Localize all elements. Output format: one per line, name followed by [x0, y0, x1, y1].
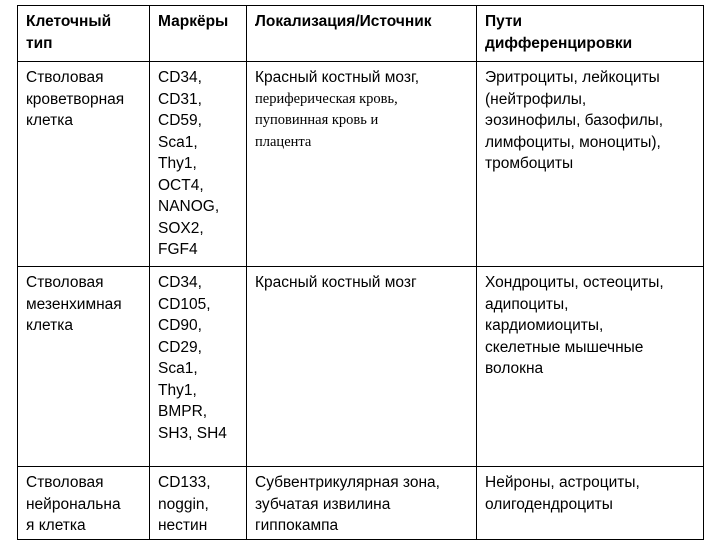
table-row	[18, 267, 704, 467]
markers-cell	[150, 62, 247, 267]
header-row	[18, 6, 704, 62]
cell-line: плацента	[255, 133, 312, 150]
cell-line: Sca1,	[158, 133, 198, 151]
cell-line: эозинофилы, базофилы,	[485, 112, 664, 129]
cell-line: нестин	[158, 517, 208, 534]
cell-line: тромбоциты	[485, 155, 574, 172]
header-location	[247, 6, 477, 62]
cell-line: BMPR,	[158, 403, 208, 420]
cell-line: Маркёры	[158, 13, 229, 30]
cell-line: периферическая кровь,	[255, 90, 398, 107]
cell-line: нейрональна	[26, 495, 121, 513]
cell-line: FGF4	[158, 241, 198, 258]
cell-line: Нейроны, астроциты,	[485, 474, 640, 491]
cell-line: пуповинная кровь и	[255, 112, 379, 128]
cell-line: Хондроциты, остеоциты,	[485, 274, 664, 291]
cell-line: скелетные мышечные	[485, 338, 644, 356]
paths-cell	[477, 267, 704, 467]
cell-line: Пути	[485, 13, 523, 30]
cell-line: кроветворная	[26, 90, 125, 108]
cell-line: Sca1,	[158, 360, 198, 377]
cell-line: клетка	[26, 112, 73, 129]
cell-line: дифференцировки	[485, 34, 633, 52]
header-cell-type	[18, 6, 150, 62]
cell-line: Стволовая	[26, 474, 104, 491]
cell-line: зубчатая извилина	[255, 495, 391, 513]
cell-line: Локализация/Источник	[255, 13, 432, 30]
table-row	[18, 62, 704, 267]
cell-line: волокна	[485, 360, 544, 377]
cell-type-cell	[18, 267, 150, 467]
cell-line: олигодендроциты	[485, 495, 613, 513]
paths-cell	[477, 62, 704, 267]
markers-cell	[150, 467, 247, 540]
cell-line: CD105,	[158, 295, 211, 313]
cell-line: CD90,	[158, 317, 202, 334]
cell-line: кардиомиоциты,	[485, 317, 604, 334]
cell-line: Субвентрикулярная зона,	[255, 474, 440, 491]
cell-types-table	[17, 5, 704, 540]
cell-line: CD29,	[158, 338, 202, 356]
cell-line: мезенхимная	[26, 295, 122, 313]
cell-line: Эритроциты, лейкоциты	[485, 69, 660, 86]
cell-line: лимфоциты, моноциты),	[485, 133, 661, 151]
cell-type-cell	[18, 467, 150, 540]
cell-line: CD133,	[158, 474, 211, 491]
cell-line: noggin,	[158, 495, 209, 513]
cell-line: SOX2,	[158, 219, 204, 237]
cell-line: Красный костный мозг	[255, 274, 417, 291]
cell-line: Thy1,	[158, 381, 197, 399]
cell-line: NANOG,	[158, 198, 220, 215]
cell-line: CD34,	[158, 274, 202, 291]
cell-line: (нейтрофилы,	[485, 90, 587, 108]
cell-line: Thy1,	[158, 155, 197, 172]
cell-line: SH3, SH4	[158, 424, 227, 442]
location-cell	[247, 467, 477, 540]
cell-line: Стволовая	[26, 69, 104, 86]
header-markers	[150, 6, 247, 62]
cell-line: Красный костный мозг,	[255, 69, 420, 86]
cell-line: Стволовая	[26, 274, 104, 291]
header-paths	[477, 6, 704, 62]
cell-line: тип	[26, 34, 53, 52]
table-row	[18, 467, 704, 540]
cell-line: гиппокампа	[255, 517, 339, 534]
cell-line: CD34,	[158, 69, 202, 86]
cell-line: я клетка	[26, 517, 86, 534]
markers-cell	[150, 267, 247, 467]
cell-line: CD31,	[158, 90, 202, 108]
cell-line: Клеточный	[26, 13, 112, 30]
cell-type-cell	[18, 62, 150, 267]
location-cell	[247, 62, 477, 267]
paths-cell	[477, 467, 704, 540]
cell-line: OCT4,	[158, 176, 204, 194]
cell-line: клетка	[26, 317, 73, 334]
cell-line: адипоциты,	[485, 295, 569, 313]
cell-line: CD59,	[158, 112, 202, 129]
location-cell	[247, 267, 477, 467]
